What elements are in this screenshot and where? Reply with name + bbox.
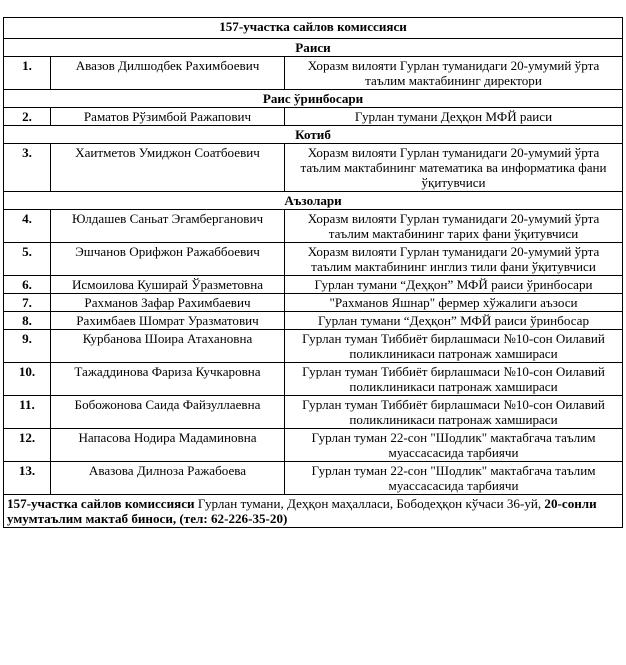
table-row	[4, 312, 623, 330]
section-heading: Котиб	[4, 126, 623, 144]
table-row	[4, 330, 623, 363]
table-row	[4, 294, 623, 312]
member-name: Рахманов Зафар Рахимбаевич	[51, 294, 285, 312]
section-heading-row	[4, 90, 623, 108]
member-position: Хоразм вилояти Гурлан туманидаги 20-умумий ўрта таълим мактабининг математика ва информатика фани ўқитувчиси	[285, 144, 623, 192]
member-name: Раматов Рўзимбой Ражапович	[51, 108, 285, 126]
section-heading-row	[4, 126, 623, 144]
table-row	[4, 57, 623, 90]
member-position: Гурлан туман 22-сон "Шодлик" мактабгача таълим муассасасида тарбиячи	[285, 462, 623, 495]
table-row	[4, 243, 623, 276]
row-number: 9.	[4, 330, 51, 363]
member-position: Гурлан тумани “Деҳқон” МФЙ раиси ўринбосар	[285, 312, 623, 330]
table-title-row	[4, 18, 623, 39]
row-number: 5.	[4, 243, 51, 276]
member-position: Хоразм вилояти Гурлан туманидаги 20-умумий ўрта таълим мактабининг директори	[285, 57, 623, 90]
member-position: Гурлан тумани Деҳқон МФЙ раиси	[285, 108, 623, 126]
row-number: 3.	[4, 144, 51, 192]
address-note	[4, 495, 623, 528]
table-row	[4, 363, 623, 396]
table-row	[4, 210, 623, 243]
row-number: 7.	[4, 294, 51, 312]
section-heading: Раис ўринбосари	[4, 90, 623, 108]
row-number: 8.	[4, 312, 51, 330]
member-position: Хоразм вилояти Гурлан туманидаги 20-умумий ўрта таълим мактабининг тарих фани ўқитувчиси	[285, 210, 623, 243]
section-heading: Раиси	[4, 39, 623, 57]
table-row	[4, 108, 623, 126]
table-row	[4, 462, 623, 495]
member-name: Курбанова Шоира Атахановна	[51, 330, 285, 363]
member-position: Гурлан туман Тиббиёт бирлашмаси №10-сон Оилавий поликлиникаси патронаж хамшираси	[285, 363, 623, 396]
member-position: Гурлан тумани “Деҳқон” МФЙ раиси ўринбосари	[285, 276, 623, 294]
member-name: Рахимбаев Шомрат Уразматович	[51, 312, 285, 330]
table-row	[4, 276, 623, 294]
member-position: Хоразм вилояти Гурлан туманидаги 20-умумий ўрта таълим мактабининг инглиз тили фани ўқитувчиси	[285, 243, 623, 276]
member-name: Хаитметов Умиджон Соатбоевич	[51, 144, 285, 192]
member-position: Гурлан туман Тиббиёт бирлашмаси №10-сон Оилавий поликлиникаси патронаж хамшираси	[285, 396, 623, 429]
row-number: 4.	[4, 210, 51, 243]
section-heading-row	[4, 192, 623, 210]
row-number: 10.	[4, 363, 51, 396]
table-title: 157-участка сайлов комиссияси	[4, 18, 623, 39]
commission-table	[3, 17, 623, 528]
member-name: Авазова Дилноза Ражабоева	[51, 462, 285, 495]
row-number: 6.	[4, 276, 51, 294]
row-number: 12.	[4, 429, 51, 462]
member-name: Напасова Нодира Мадаминовна	[51, 429, 285, 462]
table-row	[4, 429, 623, 462]
member-name: Бобожонова Саида Файзуллаевна	[51, 396, 285, 429]
member-name: Эшчанов Орифжон Ражаббоевич	[51, 243, 285, 276]
member-name: Авазов Дилшодбек Рахимбоевич	[51, 57, 285, 90]
member-name: Исмоилова Куширай Ўразметовна	[51, 276, 285, 294]
member-position: "Рахманов Яшнар" фермер хўжалиги аъзоси	[285, 294, 623, 312]
address-note-building: 20-сонли умумтаълим мактаб биноси, (тел: 62-226-35-20)	[7, 496, 597, 526]
footer-row	[4, 495, 623, 528]
table-row	[4, 144, 623, 192]
row-number: 1.	[4, 57, 51, 90]
row-number: 11.	[4, 396, 51, 429]
address-note-text: Гурлан тумани, Деҳқон маҳалласи, Бободеҳқон кўчаси 36-уй,	[194, 496, 545, 511]
member-position: Гурлан туман Тиббиёт бирлашмаси №10-сон Оилавий поликлиникаси патронаж хамшираси	[285, 330, 623, 363]
address-note-lead: 157-участка сайлов комиссияси	[7, 496, 195, 511]
row-number: 13.	[4, 462, 51, 495]
table-row	[4, 396, 623, 429]
row-number: 2.	[4, 108, 51, 126]
member-name: Тажаддинова Фариза Кучкаровна	[51, 363, 285, 396]
section-heading: Аъзолари	[4, 192, 623, 210]
member-position: Гурлан туман 22-сон "Шодлик" мактабгача таълим муассасасида тарбиячи	[285, 429, 623, 462]
section-heading-row	[4, 39, 623, 57]
member-name: Юлдашев Саньат Эгамберганович	[51, 210, 285, 243]
